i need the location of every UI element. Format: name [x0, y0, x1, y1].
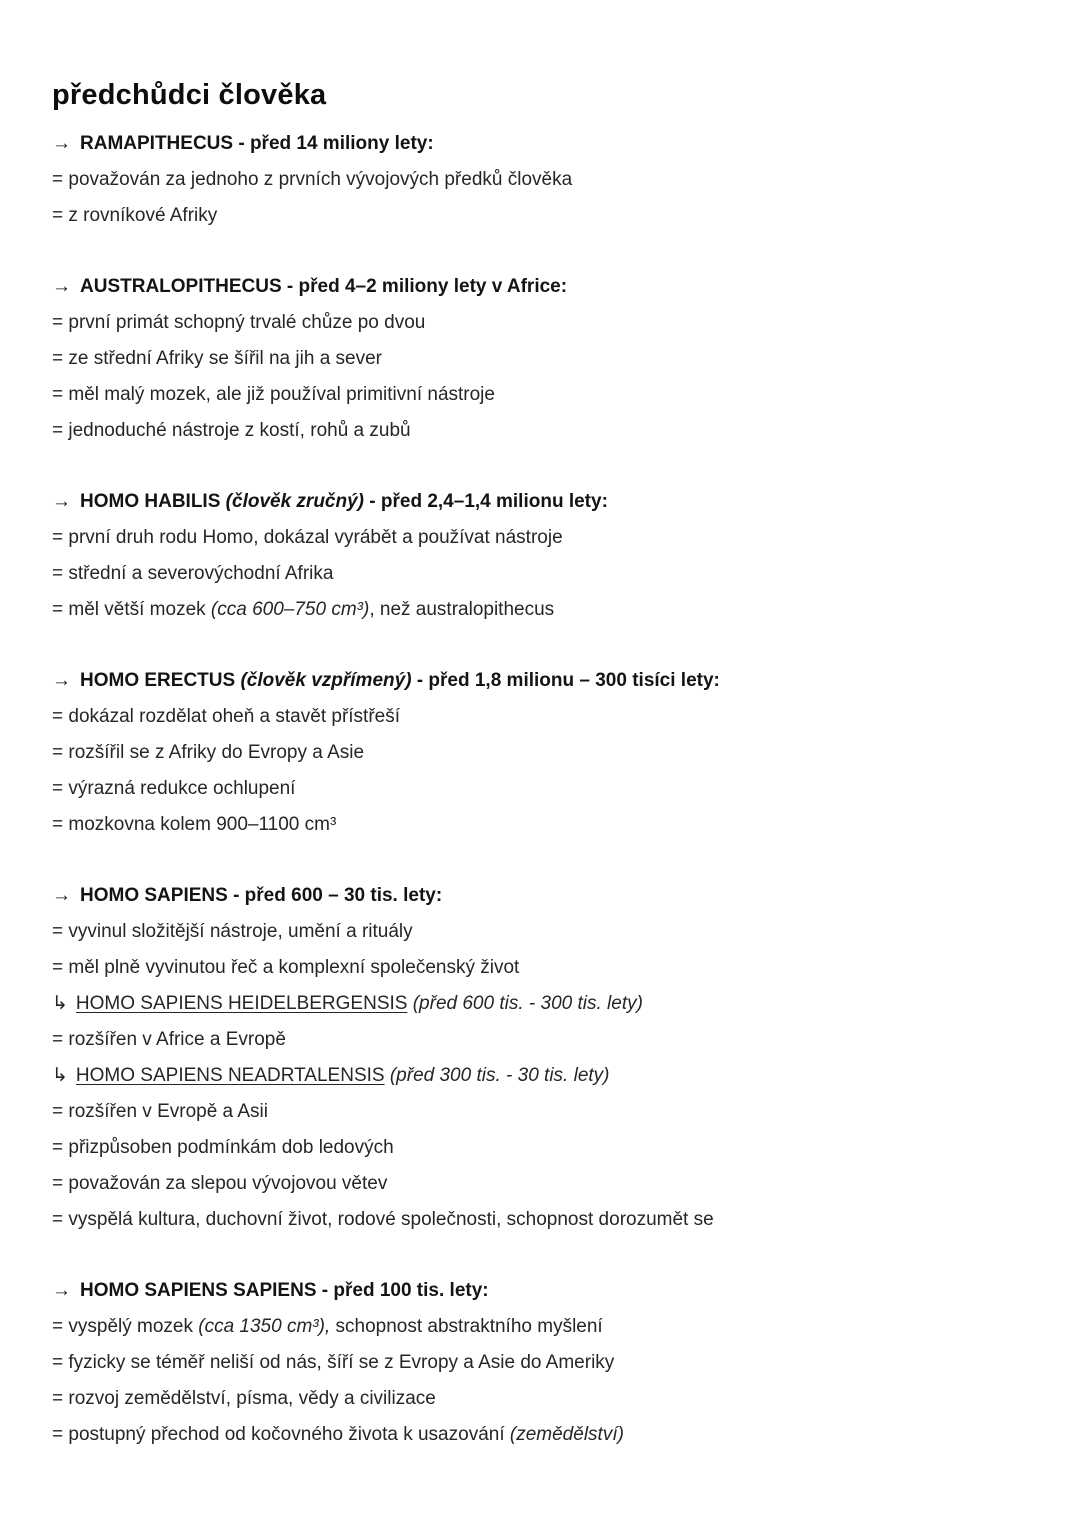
note-line — [52, 198, 1020, 234]
note-line — [52, 807, 1020, 843]
right-arrow-icon: → — [52, 491, 71, 512]
subspecies-name: HOMO SAPIENS NEADRTALENSIS — [75, 1065, 385, 1086]
section-heading — [52, 484, 1020, 520]
right-arrow-icon: → — [52, 1280, 71, 1301]
down-right-arrow-icon: ↳ — [52, 1065, 68, 1086]
section-homo-sapiens — [52, 878, 1020, 1238]
section-homo-sapiens-sapiens — [52, 1273, 1020, 1453]
right-arrow-icon: → — [52, 885, 71, 906]
note-line — [52, 305, 1020, 341]
heading-text-italic: (člověk zručný) — [225, 491, 364, 512]
heading-text: HOMO ERECTUS — [80, 670, 241, 691]
note-line — [52, 1417, 1020, 1453]
note-line-subspecies — [52, 986, 1020, 1022]
right-arrow-icon: → — [52, 670, 71, 691]
note-line — [52, 1309, 1020, 1345]
line-text: = měl větší mozek — [52, 599, 211, 620]
section-ramapithecus — [52, 126, 1020, 234]
section-homo-habilis — [52, 484, 1020, 628]
note-line — [52, 699, 1020, 735]
note-line — [52, 556, 1020, 592]
line-text: = považován za slepou vývojovou větev — [52, 1173, 388, 1194]
heading-text: - před 2,4–1,4 milionu lety: — [364, 491, 608, 512]
line-text: = měl plně vyvinutou řeč a komplexní společenský život — [52, 957, 520, 978]
line-text-italic: (zemědělství) — [509, 1424, 624, 1445]
note-line — [52, 592, 1020, 628]
line-text-italic: (před 600 tis. - 300 tis. lety) — [407, 993, 643, 1014]
heading-text: AUSTRALOPITHECUS - před 4–2 miliony lety v Africe: — [80, 276, 568, 297]
note-line — [52, 1130, 1020, 1166]
line-text: = vyvinul složitější nástroje, umění a rituály — [52, 921, 413, 942]
heading-text: - před 1,8 milionu – 300 tisíci lety: — [411, 670, 720, 691]
heading-text: HOMO SAPIENS - před 600 – 30 tis. lety: — [80, 885, 443, 906]
line-text: = rozvoj zemědělství, písma, vědy a civilizace — [52, 1388, 436, 1409]
line-text: = rozšířen v Evropě a Asii — [52, 1101, 268, 1122]
note-line — [52, 341, 1020, 377]
line-text: = fyzicky se téměř neliší od nás, šíří se z Evropy a Asie do Ameriky — [52, 1352, 615, 1373]
note-line-subspecies — [52, 1058, 1020, 1094]
line-text: = střední a severovýchodní Afrika — [52, 563, 334, 584]
right-arrow-icon: → — [52, 276, 71, 297]
section-heading — [52, 663, 1020, 699]
right-arrow-icon: → — [52, 133, 71, 154]
section-heading — [52, 878, 1020, 914]
line-text: = jednoduché nástroje z kostí, rohů a zubů — [52, 420, 411, 441]
line-text-italic: (cca 1350 cm³), — [198, 1316, 331, 1337]
note-line — [52, 1345, 1020, 1381]
note-line — [52, 1202, 1020, 1238]
section-heading — [52, 126, 1020, 162]
line-text: = rozšířen v Africe a Evropě — [52, 1029, 286, 1050]
line-text: = první druh rodu Homo, dokázal vyrábět a používat nástroje — [52, 527, 563, 548]
heading-text: HOMO HABILIS — [80, 491, 226, 512]
section-heading — [52, 269, 1020, 305]
line-text: = dokázal rozdělat oheň a stavět přístřeší — [52, 706, 401, 727]
note-line — [52, 1022, 1020, 1058]
section-heading — [52, 1273, 1020, 1309]
line-text: = považován za jednoho z prvních vývojových předků člověka — [52, 169, 573, 190]
heading-text: RAMAPITHECUS - před 14 miliony lety: — [80, 133, 434, 154]
down-right-arrow-icon: ↳ — [52, 993, 68, 1014]
line-text: = vyspělý mozek — [52, 1316, 199, 1337]
note-line — [52, 162, 1020, 198]
subspecies-name: HOMO SAPIENS HEIDELBERGENSIS — [75, 993, 408, 1014]
section-homo-erectus — [52, 663, 1020, 843]
line-text-italic: (před 300 tis. - 30 tis. lety) — [384, 1065, 610, 1086]
line-text: = první primát schopný trvalé chůze po dvou — [52, 312, 426, 333]
line-text: = měl malý mozek, ale již používal primitivní nástroje — [52, 384, 495, 405]
line-text: = postupný přechod od kočovného života k usazování — [52, 1424, 510, 1445]
note-line — [52, 377, 1020, 413]
heading-text-italic: (člověk vzpřímený) — [240, 670, 412, 691]
line-text-italic: (cca 600–750 cm³) — [210, 599, 370, 620]
note-line — [52, 914, 1020, 950]
note-line — [52, 1166, 1020, 1202]
heading-text: HOMO SAPIENS SAPIENS - před 100 tis. lety: — [80, 1280, 489, 1301]
note-line — [52, 520, 1020, 556]
line-text: = výrazná redukce ochlupení — [52, 778, 296, 799]
note-line — [52, 1094, 1020, 1130]
line-text: = rozšířil se z Afriky do Evropy a Asie — [52, 742, 365, 763]
line-text: = ze střední Afriky se šířil na jih a sever — [52, 348, 382, 369]
line-text: schopnost abstraktního myšlení — [330, 1316, 603, 1337]
line-text: = přizpůsoben podmínkám dob ledových — [52, 1137, 394, 1158]
line-text: , než australopithecus — [369, 599, 555, 620]
line-text: = mozkovna kolem 900–1100 cm³ — [52, 814, 337, 835]
section-australopithecus — [52, 269, 1020, 449]
note-line — [52, 1381, 1020, 1417]
note-line — [52, 950, 1020, 986]
line-text: = vyspělá kultura, duchovní život, rodové společnosti, schopnost dorozumět se — [52, 1209, 714, 1230]
note-line — [52, 413, 1020, 449]
note-line — [52, 735, 1020, 771]
note-line — [52, 771, 1020, 807]
page-title: předchůdci člověka — [52, 79, 327, 111]
line-text: = z rovníkové Afriky — [52, 205, 218, 226]
